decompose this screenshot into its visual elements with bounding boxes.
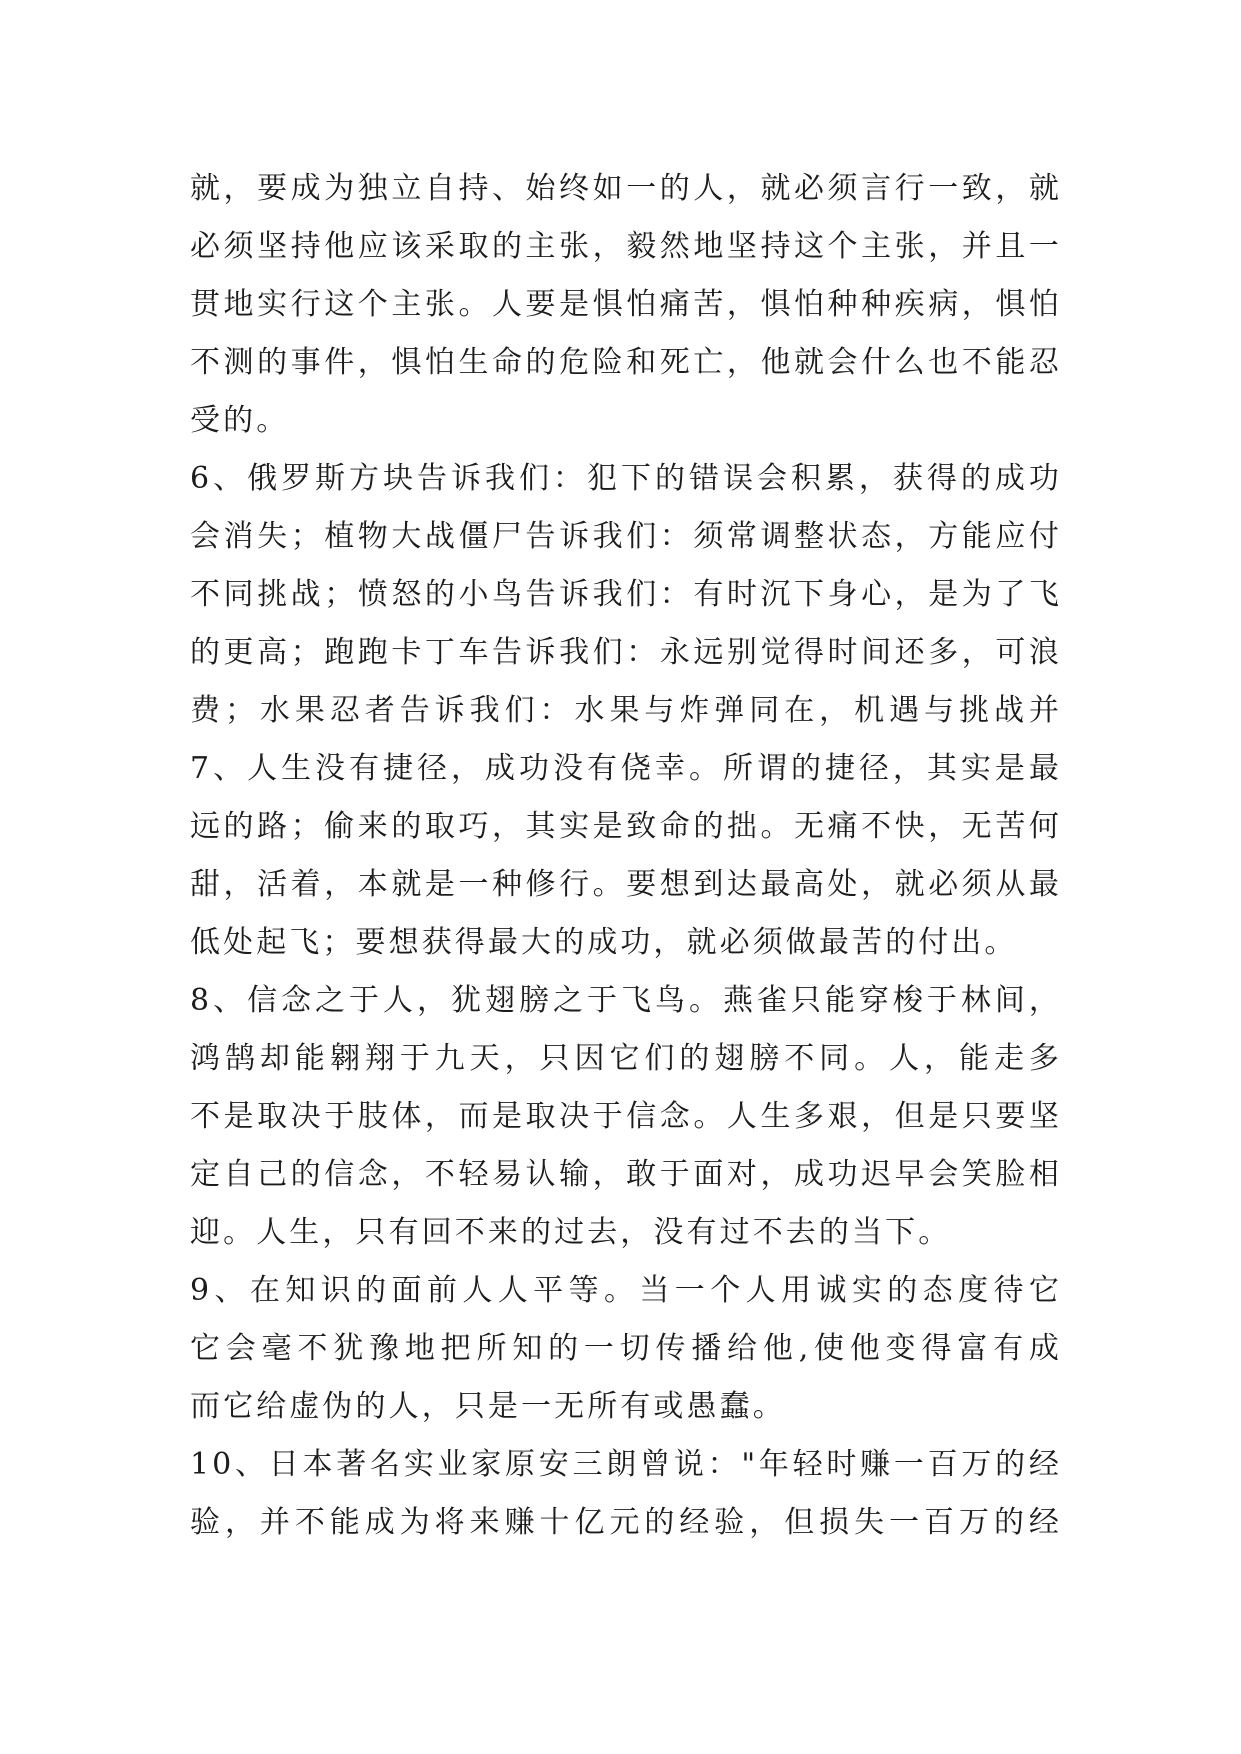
- text-line: 会消失；植物大战僵尸告诉我们：须常调整状态，方能应付: [190, 519, 1062, 554]
- text-line: 远的路；偷来的取巧，其实是致命的拙。无痛不快，无苦何: [190, 809, 1062, 844]
- text-line: 定自己的信念，不轻易认输，敢于面对，成功迟早会笑脸相: [190, 1157, 1062, 1192]
- text-line: 9、在知识的面前人人平等。当一个人用诚实的态度待它: [190, 1273, 1062, 1308]
- text-line: 费；水果忍者告诉我们：水果与炸弹同在，机遇与挑战并: [190, 693, 1062, 728]
- text-line: 鸿鹄却能翱翔于九天，只因它们的翅膀不同。人，能走多: [190, 1041, 1062, 1076]
- text-line: 低处起飞；要想获得最大的成功，就必须做最苦的付出。: [190, 925, 1018, 960]
- text-line: 的更高；跑跑卡丁车告诉我们：永远别觉得时间还多，可浪: [190, 635, 1062, 670]
- text-line: 甜，活着，本就是一种修行。要想到达最高处，就必须从最: [190, 867, 1062, 902]
- text-line: 受的。: [190, 403, 290, 438]
- body-text: [190, 160, 1062, 1552]
- text-line: 不是取决于肢体，而是取决于信念。人生多艰，但是只要坚: [190, 1099, 1062, 1134]
- text-line: 迎。人生，只有回不来的过去，没有过不去的当下。: [190, 1215, 952, 1250]
- text-line: 7、人生没有捷径，成功没有侥幸。所谓的捷径，其实是最: [190, 751, 1062, 786]
- text-line: 它会毫不犹豫地把所知的一切传播给他,使他变得富有成: [190, 1331, 1062, 1366]
- text-line: 贯地实行这个主张。人要是惧怕痛苦，惧怕种种疾病，惧怕: [190, 287, 1062, 322]
- text-line: 8、信念之于人，犹翅膀之于飞鸟。燕雀只能穿梭于林间，: [190, 983, 1062, 1018]
- text-line: 必须坚持他应该采取的主张，毅然地坚持这个主张，并且一: [190, 229, 1062, 264]
- text-line: 验，并不能成为将来赚十亿元的经验，但损失一百万的经: [190, 1505, 1062, 1540]
- text-line: 不同挑战；愤怒的小鸟告诉我们：有时沉下身心，是为了飞: [190, 577, 1062, 612]
- text-line: 就，要成为独立自持、始终如一的人，就必须言行一致，就: [190, 171, 1062, 206]
- text-line: 6、俄罗斯方块告诉我们：犯下的错误会积累，获得的成功: [190, 461, 1062, 496]
- text-line: 而它给虚伪的人，只是一无所有或愚蠢。: [190, 1389, 786, 1424]
- text-line: 不测的事件，惧怕生命的危险和死亡，他就会什么也不能忍: [190, 345, 1062, 380]
- text-line: 10、日本著名实业家原安三朗曾说："年轻时赚一百万的经: [190, 1447, 1062, 1482]
